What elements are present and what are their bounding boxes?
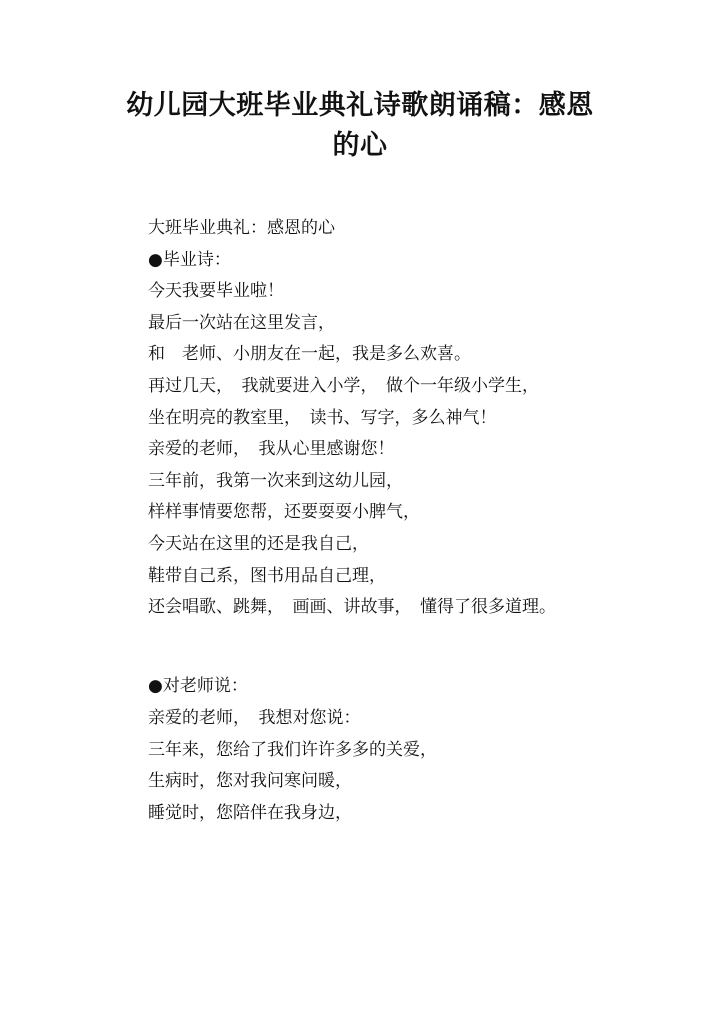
paragraph-line: 大班毕业典礼：感恩的心 [148, 218, 335, 238]
paragraph-line: 坐在明亮的教室里， 读书、写字，多么神气！ [148, 407, 497, 428]
title-line-2: 的心 [332, 130, 388, 161]
paragraph-line: 睡觉时，您陪伴在我身边， [148, 802, 352, 823]
paragraph-line: 鞋带自己系，图书用品自己理， [148, 565, 386, 586]
paragraph-line: 三年来，您给了我们许许多多的关爱， [148, 739, 437, 760]
paragraph-line: 样样事情要您帮，还要耍耍小脾气， [148, 502, 420, 523]
paragraph-line: 亲爱的老师， 我从心里感谢您！ [148, 439, 395, 460]
paragraph-line: 和 老师、小朋友在一起，我是多么欢喜。 [148, 344, 471, 365]
section-heading-graduation-poem: ●毕业诗： [148, 249, 231, 270]
section-heading-to-teacher: ●对老师说： [148, 676, 248, 697]
paragraph-line: 生病时，您对我问寒问暖， [148, 771, 352, 792]
paragraph-line: 最后一次站在这里发言， [148, 312, 335, 333]
paragraph-line: 今天我要毕业啦！ [148, 281, 284, 302]
paragraph-line: 三年前，我第一次来到这幼儿园， [148, 470, 403, 491]
paragraph-line: 亲爱的老师， 我想对您说： [148, 707, 361, 728]
poem-body [148, 217, 708, 833]
title-line-1: 幼儿园大班毕业典礼诗歌朗诵稿：感恩 [126, 90, 594, 121]
section-spacer [148, 628, 708, 676]
paragraph-line: 今天站在这里的还是我自己， [148, 533, 369, 554]
paragraph-line: 还会唱歌、跳舞， 画画、讲故事， 懂得了很多道理。 [148, 597, 556, 618]
paragraph-line: 再过几天， 我就要进入小学， 做个一年级小学生， [148, 375, 539, 396]
document-title [100, 86, 620, 166]
